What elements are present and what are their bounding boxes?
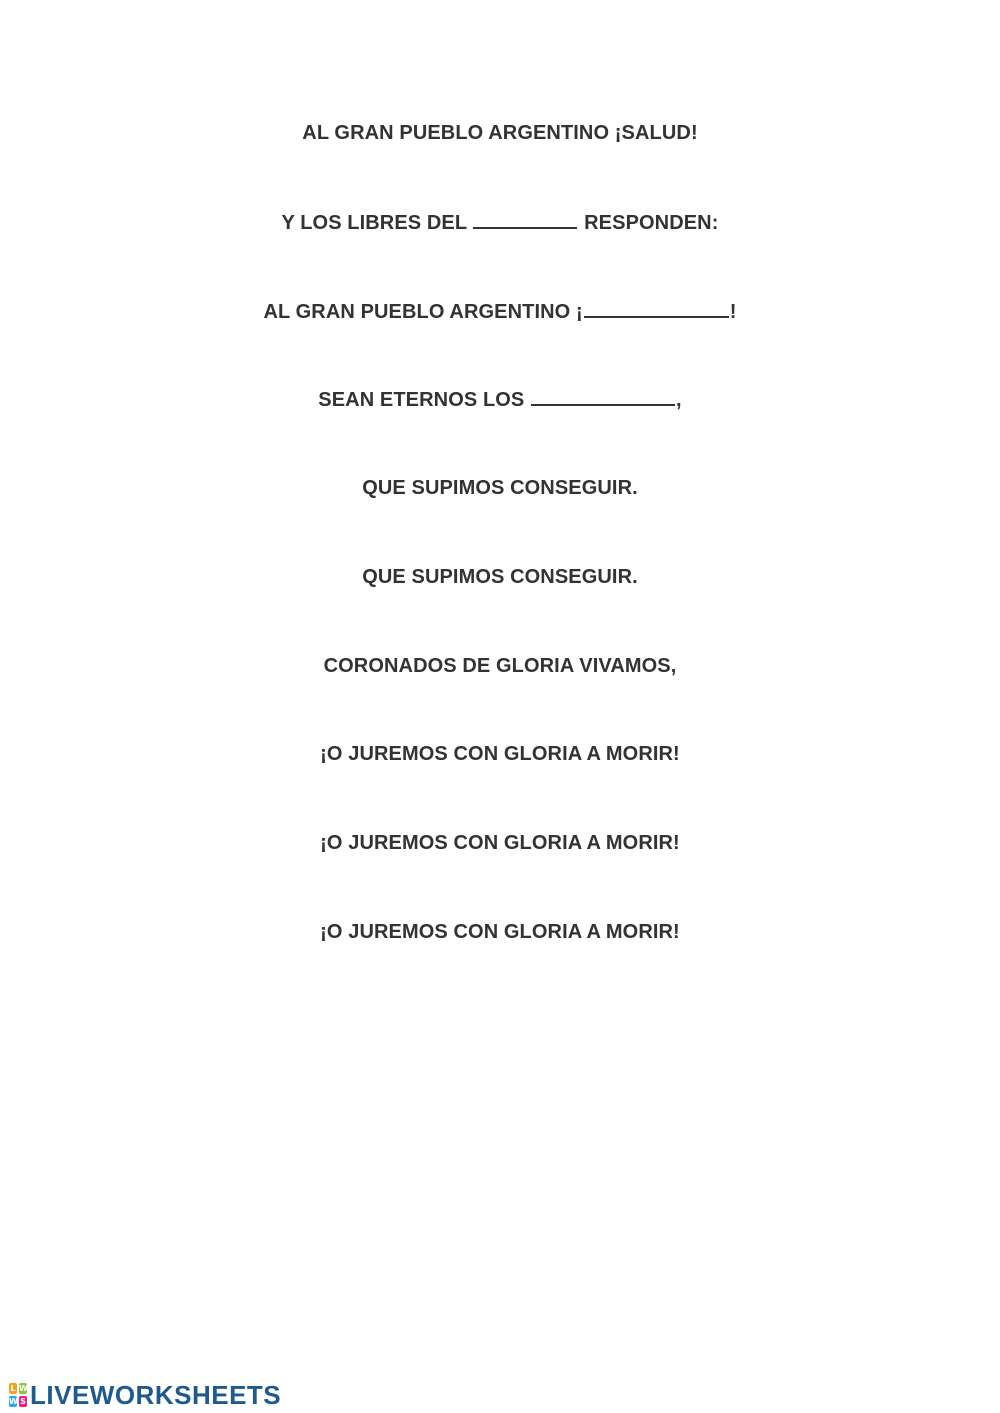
lyric-line-6 [0,563,1000,591]
lyric-line-8 [0,740,1000,768]
lyric-text: QUE SUPIMOS CONSEGUIR. [362,477,638,499]
fill-in-blank-3[interactable] [531,385,675,406]
lyric-text: QUE SUPIMOS CONSEGUIR. [362,566,638,588]
lyric-text-before-blank: Y LOS LIBRES DEL [281,212,473,234]
liveworksheets-logo [8,1380,281,1410]
liveworksheets-logo-icon: L W W S [9,1384,28,1406]
lyric-line-9 [0,829,1000,857]
lyric-text-after-blank: RESPONDEN: [578,212,719,234]
fill-in-blank-1[interactable] [473,208,577,229]
lyric-text-before-blank: SEAN ETERNOS LOS [318,389,531,411]
lyric-text-before-blank: AL GRAN PUEBLO ARGENTINO ¡ [263,301,583,323]
lyric-line-7 [0,652,1000,680]
logo-wordmark: LIVEWORKSHEETS [30,1380,282,1410]
lyric-text: ¡O JUREMOS CON GLORIA A MORIR! [320,743,680,765]
lyric-line-3 [0,297,1000,326]
fill-in-blank-2[interactable] [584,297,729,318]
lyric-text-after-blank: ! [729,301,737,323]
lyric-line-4 [0,385,1000,414]
lyric-text: CORONADOS DE GLORIA VIVAMOS, [323,655,677,677]
lyric-text-after-blank: , [676,389,682,411]
lyric-text: ¡O JUREMOS CON GLORIA A MORIR! [320,921,680,943]
lyric-line-2 [0,208,1000,237]
lyric-line-10 [0,918,1000,946]
lyric-text: AL GRAN PUEBLO ARGENTINO ¡SALUD! [302,122,698,144]
lyric-line-5 [0,474,1000,502]
lyric-line-1 [0,119,1000,147]
lyric-text: ¡O JUREMOS CON GLORIA A MORIR! [320,832,680,854]
